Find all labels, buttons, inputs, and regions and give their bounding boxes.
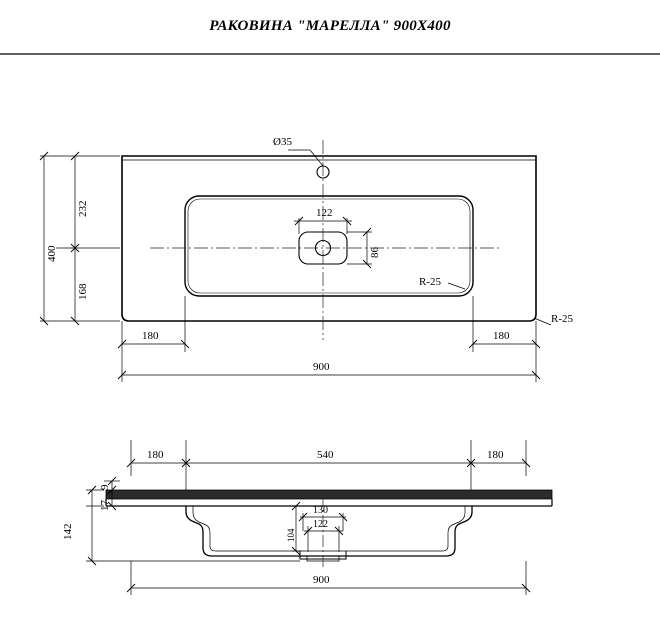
dim-section-lip-thickness-9: 9 — [99, 484, 111, 490]
dim-bowl-radius-r25: R-25 — [419, 276, 441, 288]
section-top-dimension-set — [127, 440, 530, 490]
dim-section-inner-width-130: 130 — [313, 505, 328, 516]
dim-section-right-offset-180: 180 — [487, 449, 504, 461]
section-top-slab — [106, 490, 552, 499]
dim-plan-right-offset-180: 180 — [493, 330, 510, 342]
dim-back-to-bowl-232: 232 — [77, 200, 89, 217]
dim-section-rim-thickness-17: 17 — [99, 500, 111, 511]
dim-bowl-to-front-168: 168 — [77, 283, 89, 300]
dim-plan-overall-width-900: 900 — [313, 361, 330, 373]
dim-body-radius-r25: R-25 — [551, 313, 573, 325]
dim-section-left-offset-180: 180 — [147, 449, 164, 461]
dim-overall-depth-400: 400 — [46, 245, 58, 262]
dim-tap-hole-diameter: Ø35 — [273, 136, 292, 148]
dim-section-inner-depth-104: 104 — [286, 528, 296, 542]
page-title: РАКОВИНА "МАРЕЛЛА" 900Х400 — [209, 18, 451, 34]
dim-section-total-height-142: 142 — [62, 523, 74, 540]
section-bowl-inner-profile — [193, 506, 465, 551]
dim-section-inner-width-122: 122 — [313, 519, 328, 530]
dim-section-overall-width-900: 900 — [313, 574, 330, 586]
dim-plan-left-offset-180: 180 — [142, 330, 159, 342]
dim-section-bowl-span-540: 540 — [317, 449, 334, 461]
dim-drain-height-86: 86 — [369, 247, 381, 258]
dim-drain-width-122: 122 — [316, 207, 333, 219]
